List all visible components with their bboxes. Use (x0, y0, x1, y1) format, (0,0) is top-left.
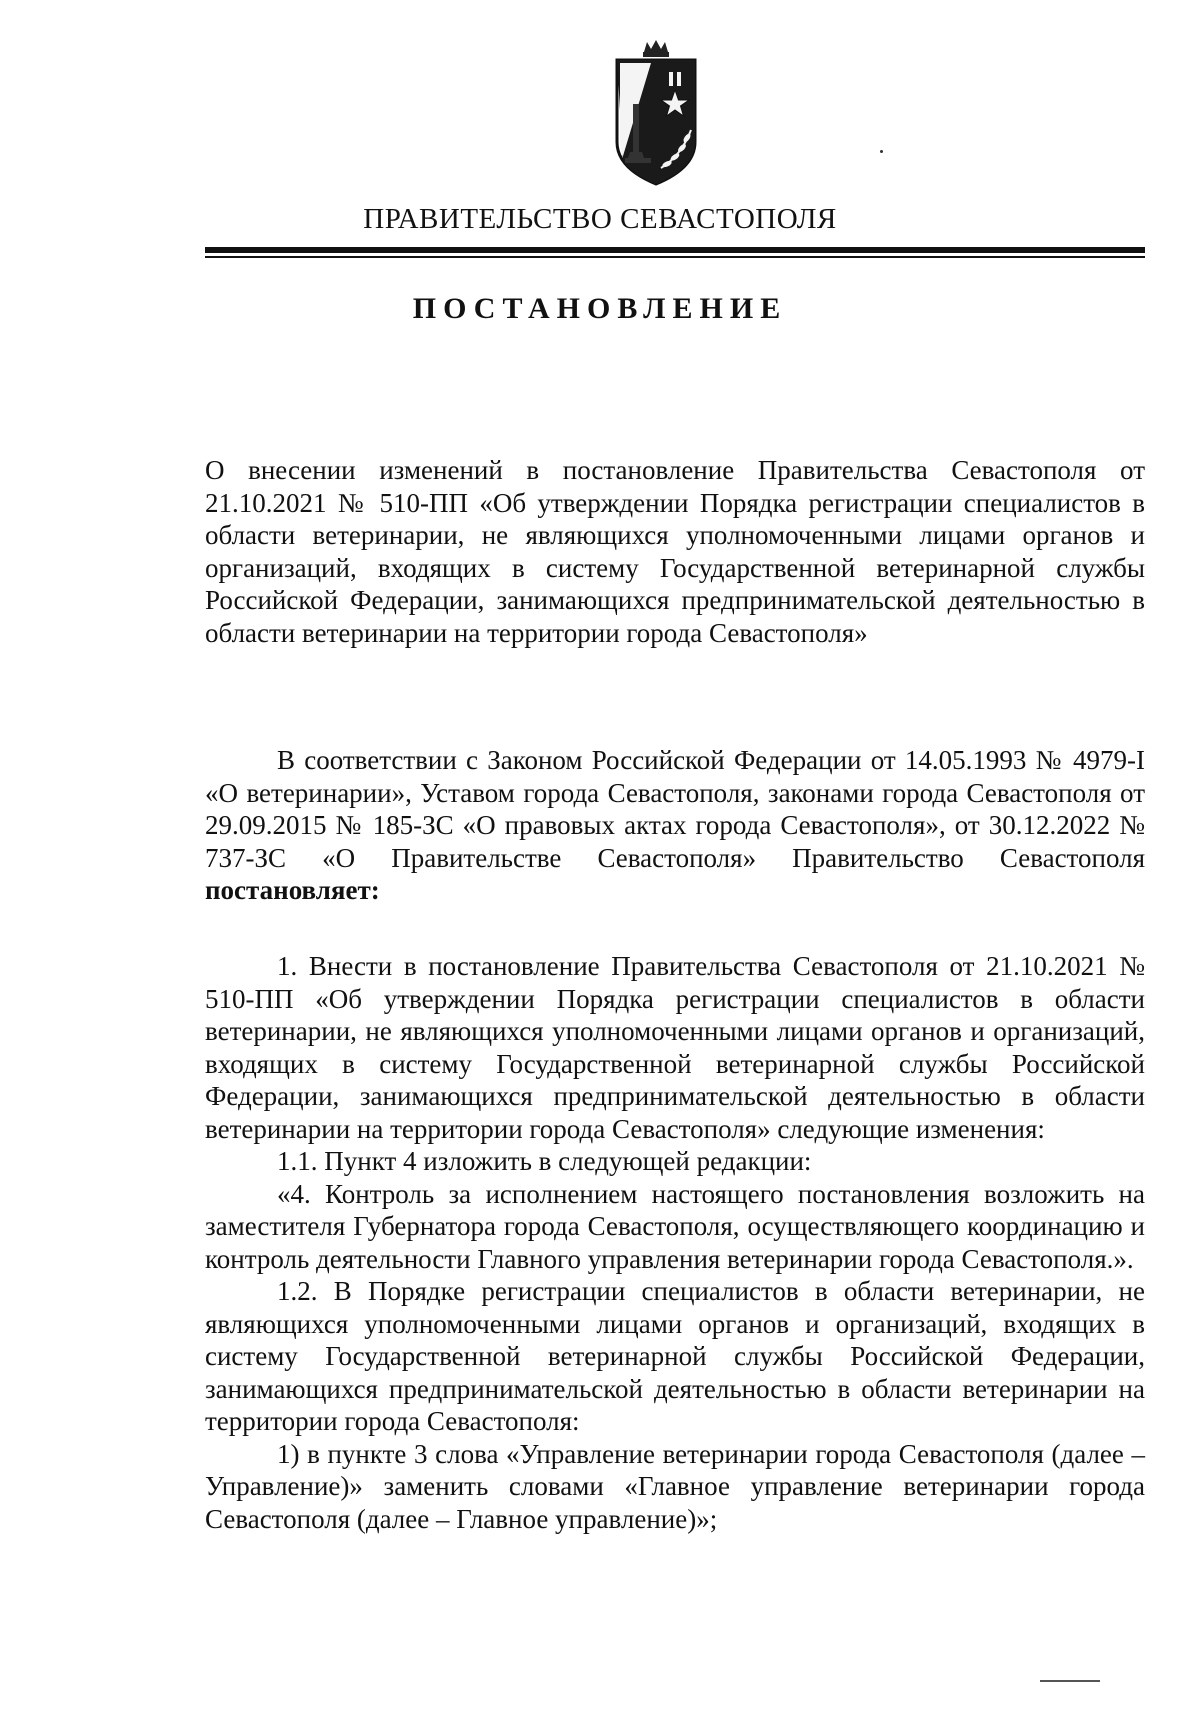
scan-edge-mark (1040, 1680, 1100, 1682)
decree-item-quote: «4. Контроль за исполнением настоящего постановления возложить на заместителя Губернатора города Севастополя, осуществляющего координацию и контроль деятельности Главного управления ветеринарии города Севастополя.». (205, 1178, 1145, 1274)
decree-subitem-1: 1) в пункте 3 слова «Управление ветеринарии города Севастополя (далее – Управление)» заменить словами «Главное управление ветеринарии города Севастополя (далее – Главное управление)»; (205, 1438, 1145, 1534)
document-title (205, 454, 1145, 649)
decree-item-1-2: 1.2. В Порядке регистрации специалистов в области ветеринарии, не являющихся уполномоченными лицами органов и организаций, входящих в систему Государственной ветеринарной службы Российской Федерации, занимающихся предпринимательской деятельностью в области ветеринарии на территории города Севастополя: (205, 1276, 1145, 1436)
title-text: О внесении изменений в постановление Правительства Севастополя от 21.10.2021 № 510-ПП «Об утверждении Порядка регистрации специалистов в области ветеринарии, не являющихся уполномоченными лицами органов и организаций, входящих в систему Государственной ветеринарной службы Российской Федерации, занимающихся предпринимательской деятельностью в области ветеринарии на территории города Севастополя» (205, 455, 1145, 648)
decree-item-1-1: 1.1. Пункт 4 изложить в следующей редакции: (277, 1146, 812, 1176)
preamble-paragraph (205, 744, 1145, 907)
header-rule-thin (205, 256, 1145, 258)
coat-of-arms-icon (611, 38, 701, 188)
decree-word: постановляет: (205, 875, 380, 905)
preamble-text: В соответствии с Законом Российской Федерации от 14.05.1993 № 4979-I «О ветеринарии», Уставом города Севастополя, законами города Севастополя от 29.09.2015 № 185-ЗС «О правовых актах города Севастополя», от 30.12.2022 № 737-ЗС «О Правительстве Севастополя» Правительство Севастополя (205, 745, 1145, 873)
decree-item-1: 1. Внести в постановление Правительства Севастополя от 21.10.2021 № 510-ПП «Об утверждении Порядка регистрации специалистов в области ветеринарии, не являющихся уполномоченными лицами органов и организаций, входящих в систему Государственной ветеринарной службы Российской Федерации, занимающихся предпринимательской деятельностью в области ветеринарии на территории города Севастополя» следующие изменения: (205, 951, 1145, 1144)
header-rule-thick (205, 247, 1145, 253)
scan-speck (880, 150, 883, 153)
organization-name: ПРАВИТЕЛЬСТВО СЕВАСТОПОЛЯ (363, 203, 837, 235)
document-type: ПОСТАНОВЛЕНИЕ (412, 292, 788, 325)
decree-items (205, 950, 1145, 1535)
preamble (205, 744, 1145, 907)
